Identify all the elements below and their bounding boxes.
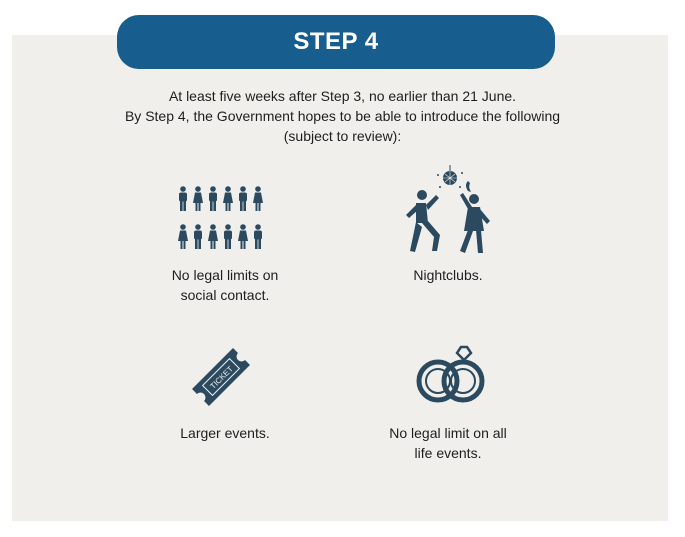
item-larger-events bbox=[140, 423, 310, 443]
item-caption-line-1: Nightclubs. bbox=[413, 267, 483, 283]
ticket-icon bbox=[188, 343, 254, 411]
step-banner bbox=[117, 15, 555, 69]
ticket-text: TICKET bbox=[208, 364, 235, 391]
dancing-people-icon bbox=[402, 165, 498, 257]
wedding-rings-icon bbox=[410, 345, 492, 407]
item-caption-line-1: No legal limit on all bbox=[389, 425, 507, 441]
item-nightclubs bbox=[363, 265, 533, 285]
item-life-events bbox=[363, 423, 533, 463]
banner-title: STEP 4 bbox=[293, 28, 379, 55]
item-caption-line-1: No legal limits on bbox=[171, 267, 279, 283]
people-group-icon bbox=[178, 186, 272, 252]
item-social-contact bbox=[140, 265, 310, 305]
item-caption-line-2: life events. bbox=[414, 445, 482, 461]
intro-text bbox=[30, 86, 655, 146]
item-caption-line-2: social contact. bbox=[180, 287, 270, 303]
intro-line-2: By Step 4, the Government hopes to be able to introduce the following bbox=[124, 108, 561, 124]
intro-line-1: At least five weeks after Step 3, no earlier than 21 June. bbox=[168, 88, 517, 104]
intro-line-3: (subject to review): bbox=[283, 128, 402, 144]
item-caption-line-1: Larger events. bbox=[180, 425, 270, 441]
